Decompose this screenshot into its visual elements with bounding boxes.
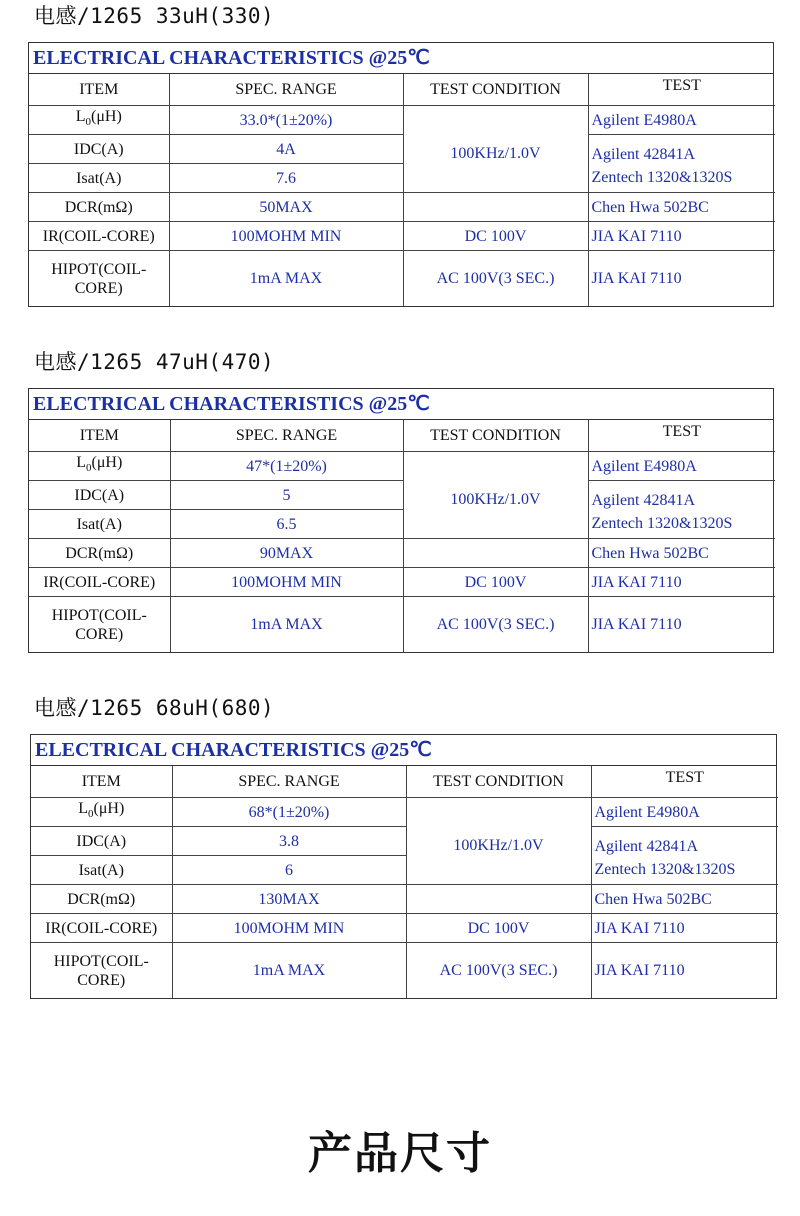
header-test: TEST — [588, 74, 775, 106]
equip-dcr: Chen Hwa 502BC — [591, 885, 778, 914]
condition-dcr — [403, 539, 588, 568]
table-row — [29, 452, 775, 481]
equip-inductance: Agilent E4980A — [591, 798, 778, 827]
header-item: ITEM — [29, 74, 169, 106]
item-dcr: DCR(mΩ) — [29, 193, 169, 222]
header-row — [29, 74, 775, 106]
spec-isat: 7.6 — [169, 164, 403, 193]
header-test-condition: TEST CONDITION — [406, 766, 591, 798]
equip-hipot: JIA KAI 7110 — [591, 943, 778, 999]
equip-ir: JIA KAI 7110 — [588, 568, 775, 597]
item-inductance: $L_0(\mu H)$ — [31, 798, 172, 827]
table-row — [31, 827, 778, 856]
condition-ir: DC 100V — [403, 568, 588, 597]
header-test-condition: TEST CONDITION — [403, 420, 588, 452]
equip-hipot: JIA KAI 7110 — [588, 597, 775, 653]
item-isat: Isat(A) — [31, 856, 172, 885]
table-title: ELECTRICAL CHARACTERISTICS @25℃ — [29, 43, 773, 74]
equip-ir: JIA KAI 7110 — [591, 914, 778, 943]
table-row — [31, 943, 778, 999]
equip-current-line1: Agilent 42841A — [591, 146, 696, 163]
header-spec-range: SPEC. RANGE — [172, 766, 406, 798]
equip-current-line1: Agilent 42841A — [591, 492, 696, 509]
equip-inductance: Agilent E4980A — [588, 106, 775, 135]
item-ir: IR(COIL-CORE) — [29, 568, 170, 597]
table-title: ELECTRICAL CHARACTERISTICS @25℃ — [31, 735, 776, 766]
table-row — [31, 914, 778, 943]
item-hipot: HIPOT(COIL- CORE) — [31, 943, 172, 999]
spec-ir: 100MOHM MIN — [170, 568, 403, 597]
spec-block — [0, 692, 800, 1022]
item-inductance: $L_0(\mu H)$ — [29, 452, 170, 481]
spec-isat: 6 — [172, 856, 406, 885]
table-row — [29, 539, 775, 568]
header-item: ITEM — [29, 420, 170, 452]
spec-block — [0, 0, 800, 330]
condition-inductance: 100KHz/1.0V — [403, 106, 588, 193]
spec-idc: 5 — [170, 481, 403, 510]
table-title: ELECTRICAL CHARACTERISTICS @25℃ — [29, 389, 773, 420]
item-hipot: HIPOT(COIL- CORE) — [29, 597, 170, 653]
table-row — [29, 222, 775, 251]
spec-inductance: 33.0*(1±20%) — [169, 106, 403, 135]
spec-hipot: 1mA MAX — [169, 251, 403, 307]
item-isat: Isat(A) — [29, 510, 170, 539]
spec-dcr: 50MAX — [169, 193, 403, 222]
equip-inductance: Agilent E4980A — [588, 452, 775, 481]
equip-current — [588, 135, 775, 193]
table-row — [29, 597, 775, 653]
condition-dcr — [406, 885, 591, 914]
equip-dcr: Chen Hwa 502BC — [588, 539, 775, 568]
spec-idc: 4A — [169, 135, 403, 164]
table-row — [29, 106, 775, 135]
item-idc: IDC(A) — [29, 481, 170, 510]
table-row — [29, 135, 775, 164]
table-row — [29, 568, 775, 597]
header-row — [29, 420, 775, 452]
table-row — [29, 481, 775, 510]
equip-dcr: Chen Hwa 502BC — [588, 193, 775, 222]
header-row — [31, 766, 778, 798]
table-row — [29, 251, 775, 307]
header-spec-range: SPEC. RANGE — [169, 74, 403, 106]
header-spec-range: SPEC. RANGE — [170, 420, 403, 452]
inductor-heading: 电感/1265 68uH(680) — [34, 696, 275, 720]
equip-current-line2: Zentech 1320&1320S — [591, 515, 733, 532]
spec-isat: 6.5 — [170, 510, 403, 539]
table-row — [31, 798, 778, 827]
spec-dcr: 130MAX — [172, 885, 406, 914]
item-idc: IDC(A) — [31, 827, 172, 856]
condition-hipot: AC 100V(3 SEC.) — [406, 943, 591, 999]
spec-inductance: 68*(1±20%) — [172, 798, 406, 827]
inductor-heading: 电感/1265 47uH(470) — [34, 350, 275, 374]
condition-inductance: 100KHz/1.0V — [406, 798, 591, 885]
spec-hipot: 1mA MAX — [172, 943, 406, 999]
item-isat: Isat(A) — [29, 164, 169, 193]
equip-current — [591, 827, 778, 885]
condition-dcr — [403, 193, 588, 222]
table-row — [29, 193, 775, 222]
spec-block — [0, 346, 800, 676]
header-item: ITEM — [31, 766, 172, 798]
item-ir: IR(COIL-CORE) — [29, 222, 169, 251]
item-dcr: DCR(mΩ) — [31, 885, 172, 914]
equip-current-line2: Zentech 1320&1320S — [591, 169, 733, 186]
equip-hipot: JIA KAI 7110 — [588, 251, 775, 307]
table-row — [31, 885, 778, 914]
spec-idc: 3.8 — [172, 827, 406, 856]
equip-current-line2: Zentech 1320&1320S — [594, 861, 736, 878]
spec-inductance: 47*(1±20%) — [170, 452, 403, 481]
item-ir: IR(COIL-CORE) — [31, 914, 172, 943]
spec-hipot: 1mA MAX — [170, 597, 403, 653]
condition-inductance: 100KHz/1.0V — [403, 452, 588, 539]
characteristics-table — [31, 766, 778, 998]
equip-current — [588, 481, 775, 539]
inductor-heading: 电感/1265 33uH(330) — [34, 4, 275, 28]
equip-ir: JIA KAI 7110 — [588, 222, 775, 251]
item-dcr: DCR(mΩ) — [29, 539, 170, 568]
condition-hipot: AC 100V(3 SEC.) — [403, 597, 588, 653]
spec-dcr: 90MAX — [170, 539, 403, 568]
item-inductance: $L_0(\mu H)$ — [29, 106, 169, 135]
condition-ir: DC 100V — [403, 222, 588, 251]
characteristics-table — [29, 420, 775, 652]
spec-table — [30, 734, 777, 999]
header-test: TEST — [591, 766, 778, 798]
spec-table — [28, 388, 774, 653]
characteristics-table — [29, 74, 775, 306]
spec-table — [28, 42, 774, 307]
product-dimensions-heading: 产品尺寸 — [308, 1128, 492, 1179]
condition-ir: DC 100V — [406, 914, 591, 943]
spec-ir: 100MOHM MIN — [172, 914, 406, 943]
spec-ir: 100MOHM MIN — [169, 222, 403, 251]
condition-hipot: AC 100V(3 SEC.) — [403, 251, 588, 307]
header-test: TEST — [588, 420, 775, 452]
item-hipot: HIPOT(COIL- CORE) — [29, 251, 169, 307]
equip-current-line1: Agilent 42841A — [594, 838, 699, 855]
header-test-condition: TEST CONDITION — [403, 74, 588, 106]
item-idc: IDC(A) — [29, 135, 169, 164]
